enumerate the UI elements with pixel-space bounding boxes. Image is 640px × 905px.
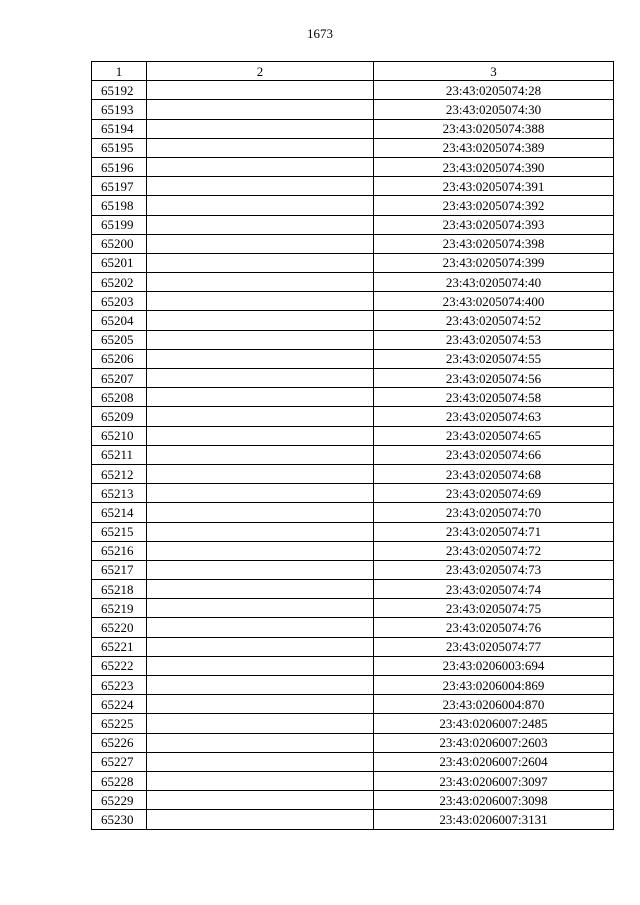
registry-table: [91, 61, 614, 830]
cadastral-number-cell: 23:43:0206004:869: [374, 676, 614, 695]
row-number-cell: 65198: [92, 196, 147, 215]
column-header-3: 3: [374, 62, 614, 81]
cadastral-number-cell: 23:43:0205074:66: [374, 445, 614, 464]
table-row: [92, 656, 614, 675]
table-row: [92, 177, 614, 196]
cadastral-number-cell: 23:43:0206007:2604: [374, 752, 614, 771]
row-number-cell: 65223: [92, 676, 147, 695]
row-description-cell: [147, 311, 374, 330]
table-row: [92, 330, 614, 349]
cadastral-number-cell: 23:43:0206007:3098: [374, 791, 614, 810]
row-number-cell: 65219: [92, 599, 147, 618]
table-row: [92, 273, 614, 292]
row-number-cell: 65206: [92, 349, 147, 368]
row-description-cell: [147, 752, 374, 771]
row-number-cell: 65205: [92, 330, 147, 349]
table-row: [92, 618, 614, 637]
table-row: [92, 637, 614, 656]
row-description-cell: [147, 637, 374, 656]
row-description-cell: [147, 138, 374, 157]
row-description-cell: [147, 484, 374, 503]
row-description-cell: [147, 503, 374, 522]
row-number-cell: 65208: [92, 388, 147, 407]
table-row: [92, 695, 614, 714]
table-row: [92, 138, 614, 157]
row-number-cell: 65226: [92, 733, 147, 752]
row-number-cell: 65218: [92, 580, 147, 599]
cadastral-number-cell: 23:43:0205074:73: [374, 560, 614, 579]
cadastral-number-cell: 23:43:0206007:3131: [374, 810, 614, 829]
table-row: [92, 791, 614, 810]
table-row: [92, 714, 614, 733]
table-row: [92, 464, 614, 483]
row-description-cell: [147, 81, 374, 100]
row-number-cell: 65216: [92, 541, 147, 560]
row-description-cell: [147, 522, 374, 541]
row-number-cell: 65222: [92, 656, 147, 675]
cadastral-number-cell: 23:43:0205074:71: [374, 522, 614, 541]
table-row: [92, 349, 614, 368]
table-row: [92, 119, 614, 138]
row-description-cell: [147, 695, 374, 714]
row-description-cell: [147, 119, 374, 138]
cadastral-number-cell: 23:43:0205074:55: [374, 349, 614, 368]
cadastral-number-cell: 23:43:0206007:3097: [374, 771, 614, 790]
cadastral-number-cell: 23:43:0205074:28: [374, 81, 614, 100]
cadastral-number-cell: 23:43:0205074:53: [374, 330, 614, 349]
row-description-cell: [147, 714, 374, 733]
row-description-cell: [147, 618, 374, 637]
row-description-cell: [147, 407, 374, 426]
cadastral-number-cell: 23:43:0206004:870: [374, 695, 614, 714]
cadastral-number-cell: 23:43:0205074:69: [374, 484, 614, 503]
row-number-cell: 65197: [92, 177, 147, 196]
row-number-cell: 65207: [92, 369, 147, 388]
row-description-cell: [147, 426, 374, 445]
row-description-cell: [147, 771, 374, 790]
column-header-1: 1: [92, 62, 147, 81]
cadastral-number-cell: 23:43:0205074:56: [374, 369, 614, 388]
cadastral-number-cell: 23:43:0205074:77: [374, 637, 614, 656]
cadastral-number-cell: 23:43:0205074:75: [374, 599, 614, 618]
row-number-cell: 65195: [92, 138, 147, 157]
row-description-cell: [147, 464, 374, 483]
table-row: [92, 311, 614, 330]
cadastral-number-cell: 23:43:0205074:58: [374, 388, 614, 407]
cadastral-number-cell: 23:43:0205074:389: [374, 138, 614, 157]
row-number-cell: 65192: [92, 81, 147, 100]
table-row: [92, 541, 614, 560]
row-description-cell: [147, 656, 374, 675]
table-row: [92, 100, 614, 119]
header-row: [92, 62, 614, 81]
cadastral-number-cell: 23:43:0205074:398: [374, 234, 614, 253]
cadastral-number-cell: 23:43:0206003:694: [374, 656, 614, 675]
cadastral-number-cell: 23:43:0205074:72: [374, 541, 614, 560]
cadastral-number-cell: 23:43:0205074:70: [374, 503, 614, 522]
row-number-cell: 65220: [92, 618, 147, 637]
cadastral-number-cell: 23:43:0205074:65: [374, 426, 614, 445]
table-row: [92, 580, 614, 599]
table-row: [92, 752, 614, 771]
row-description-cell: [147, 234, 374, 253]
cadastral-number-cell: 23:43:0205074:40: [374, 273, 614, 292]
row-description-cell: [147, 791, 374, 810]
table-row: [92, 369, 614, 388]
cadastral-number-cell: 23:43:0206007:2603: [374, 733, 614, 752]
row-description-cell: [147, 541, 374, 560]
row-number-cell: 65196: [92, 157, 147, 176]
row-number-cell: 65203: [92, 292, 147, 311]
table-row: [92, 733, 614, 752]
row-description-cell: [147, 100, 374, 119]
row-number-cell: 65230: [92, 810, 147, 829]
row-number-cell: 65193: [92, 100, 147, 119]
row-description-cell: [147, 445, 374, 464]
row-number-cell: 65217: [92, 560, 147, 579]
table-row: [92, 771, 614, 790]
cadastral-number-cell: 23:43:0205074:68: [374, 464, 614, 483]
row-number-cell: 65215: [92, 522, 147, 541]
cadastral-number-cell: 23:43:0205074:392: [374, 196, 614, 215]
table-row: [92, 676, 614, 695]
table-row: [92, 292, 614, 311]
row-description-cell: [147, 733, 374, 752]
page-number: 1673: [307, 26, 333, 41]
row-number-cell: 65199: [92, 215, 147, 234]
cadastral-number-cell: 23:43:0205074:52: [374, 311, 614, 330]
row-description-cell: [147, 330, 374, 349]
row-number-cell: 65194: [92, 119, 147, 138]
row-description-cell: [147, 292, 374, 311]
row-number-cell: 65228: [92, 771, 147, 790]
table-row: [92, 484, 614, 503]
table-header: [92, 62, 614, 81]
row-number-cell: 65224: [92, 695, 147, 714]
table-row: [92, 196, 614, 215]
row-number-cell: 65212: [92, 464, 147, 483]
cadastral-number-cell: 23:43:0205074:390: [374, 157, 614, 176]
cadastral-number-cell: 23:43:0205074:400: [374, 292, 614, 311]
row-number-cell: 65225: [92, 714, 147, 733]
row-description-cell: [147, 253, 374, 272]
cadastral-number-cell: 23:43:0205074:76: [374, 618, 614, 637]
row-number-cell: 65227: [92, 752, 147, 771]
cadastral-number-cell: 23:43:0205074:393: [374, 215, 614, 234]
table-row: [92, 253, 614, 272]
row-number-cell: 65204: [92, 311, 147, 330]
row-description-cell: [147, 810, 374, 829]
table-row: [92, 234, 614, 253]
row-number-cell: 65210: [92, 426, 147, 445]
row-description-cell: [147, 177, 374, 196]
row-number-cell: 65229: [92, 791, 147, 810]
row-number-cell: 65213: [92, 484, 147, 503]
row-number-cell: 65209: [92, 407, 147, 426]
cadastral-number-cell: 23:43:0205074:391: [374, 177, 614, 196]
table-row: [92, 157, 614, 176]
row-description-cell: [147, 369, 374, 388]
column-header-2: 2: [147, 62, 374, 81]
row-description-cell: [147, 560, 374, 579]
row-number-cell: 65201: [92, 253, 147, 272]
row-description-cell: [147, 196, 374, 215]
cadastral-number-cell: 23:43:0205074:399: [374, 253, 614, 272]
cadastral-number-cell: 23:43:0205074:30: [374, 100, 614, 119]
table-row: [92, 560, 614, 579]
table-row: [92, 426, 614, 445]
cadastral-number-cell: 23:43:0205074:388: [374, 119, 614, 138]
row-description-cell: [147, 215, 374, 234]
row-description-cell: [147, 599, 374, 618]
row-description-cell: [147, 273, 374, 292]
row-number-cell: 65221: [92, 637, 147, 656]
table-row: [92, 810, 614, 829]
row-description-cell: [147, 580, 374, 599]
row-description-cell: [147, 157, 374, 176]
row-number-cell: 65202: [92, 273, 147, 292]
row-number-cell: 65200: [92, 234, 147, 253]
table-row: [92, 81, 614, 100]
table-row: [92, 522, 614, 541]
row-number-cell: 65214: [92, 503, 147, 522]
table-body: [92, 81, 614, 829]
table-row: [92, 599, 614, 618]
row-description-cell: [147, 388, 374, 407]
table-row: [92, 503, 614, 522]
row-description-cell: [147, 676, 374, 695]
table-row: [92, 407, 614, 426]
row-number-cell: 65211: [92, 445, 147, 464]
table-row: [92, 215, 614, 234]
row-description-cell: [147, 349, 374, 368]
cadastral-number-cell: 23:43:0205074:74: [374, 580, 614, 599]
table-row: [92, 388, 614, 407]
table-row: [92, 445, 614, 464]
cadastral-number-cell: 23:43:0206007:2485: [374, 714, 614, 733]
cadastral-number-cell: 23:43:0205074:63: [374, 407, 614, 426]
